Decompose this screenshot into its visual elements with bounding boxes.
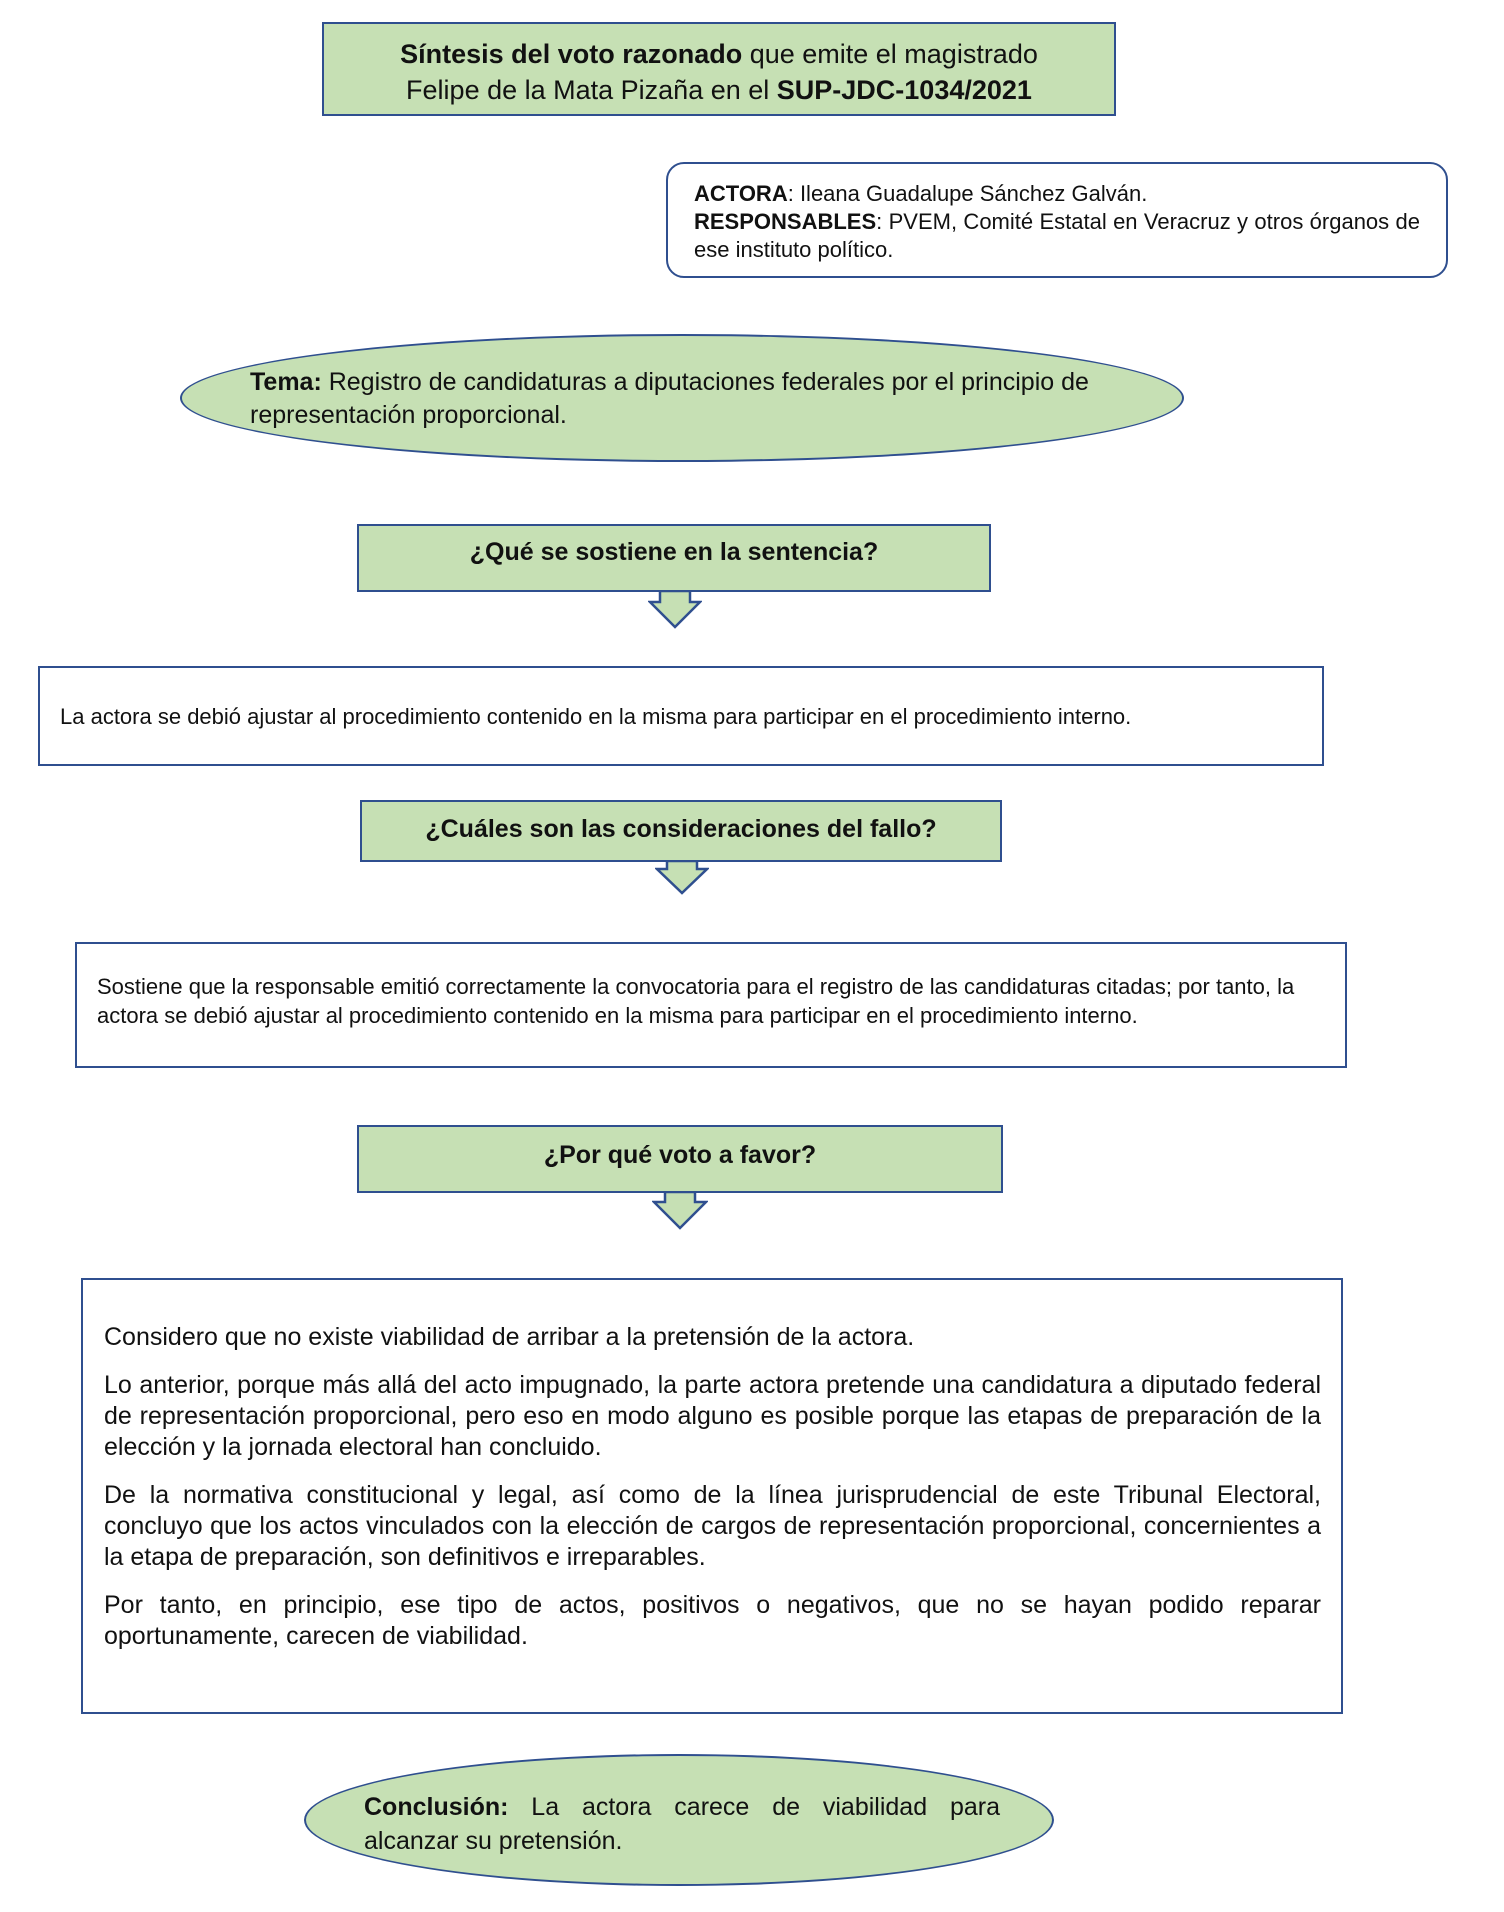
vote-paragraph: Lo anterior, porque más allá del acto impugnado, la parte actora pretende una candidatura a diputado federal de representación proporcional, pero eso en modo alguno es posible porque las etapas de preparación de la elección y la jornada electoral han concluido.: [104, 1371, 1321, 1461]
document-title: [322, 22, 1116, 116]
title-line-2: [324, 72, 1114, 108]
parties-box: [666, 162, 1448, 278]
responsables-label: RESPONSABLES: [694, 209, 877, 234]
conclusion-ellipse: [304, 1754, 1054, 1886]
topic-text: Registro de candidaturas a diputaciones federales por el principio de representación proporcional.: [250, 368, 1089, 429]
answer-sentence-text: La actora se debió ajustar al procedimiento contenido en la misma para participar en el procedimiento interno.: [60, 704, 1132, 729]
question-sentence-box: [357, 524, 991, 592]
case-number: SUP-JDC-1034/2021: [776, 75, 1032, 105]
question-vote-text: ¿Por qué voto a favor?: [543, 1141, 817, 1169]
vote-paragraph: De la normativa constitucional y legal, así como de la línea jurisprudencial de este Tribunal Electoral, concluyo que los actos vinculados con la elección de cargos de representación proporcional, concernientes a la etapa de preparación, son definitivos e irreparables.: [104, 1481, 1321, 1571]
question-vote-box: [357, 1125, 1003, 1193]
actora-line: [694, 180, 1420, 208]
answer-sentence-box: [38, 666, 1324, 766]
vote-paragraph: Considero que no existe viabilidad de arribar a la pretensión de la actora.: [104, 1323, 915, 1351]
question-considerations-box: [360, 800, 1002, 862]
title-bold-lead: Síntesis del voto razonado: [400, 39, 743, 69]
answer-vote-box: [81, 1278, 1343, 1714]
question-considerations-text: ¿Cuáles son las consideraciones del fallo?: [425, 815, 937, 843]
vote-paragraph: Por tanto, en principio, ese tipo de actos, positivos o negativos, que no se hayan podido reparar oportunamente, carecen de viabilidad.: [104, 1591, 1321, 1650]
down-arrow-icon: [655, 860, 709, 896]
down-arrow-icon: [652, 1191, 708, 1231]
responsables-line: [694, 208, 1420, 264]
title-line1-rest: que emite el magistrado: [742, 39, 1038, 69]
responsables-value: : PVEM, Comité Estatal en Veracruz y otros órganos de ese instituto político.: [694, 209, 1420, 262]
answer-considerations-text: Sostiene que la responsable emitió correctamente la convocatoria para el registro de las candidaturas citadas; por tanto, la actora se debió ajustar al procedimiento contenido en la misma para participar en el procedimiento interno.: [97, 974, 1295, 1028]
answer-considerations-box: [75, 942, 1347, 1068]
actora-value: : Ileana Guadalupe Sánchez Galván.: [787, 181, 1148, 206]
actora-label: ACTORA: [694, 181, 788, 206]
title-line2-text: Felipe de la Mata Pizaña en el: [406, 75, 777, 105]
down-arrow-icon: [648, 590, 702, 630]
conclusion-text: La actora carece de viabilidad para alcanzar su pretensión.: [364, 1793, 1000, 1855]
question-sentence-text: ¿Qué se sostiene en la sentencia?: [469, 538, 879, 566]
conclusion-label: Conclusión:: [364, 1793, 509, 1821]
title-line-1: [324, 36, 1114, 72]
topic-label: Tema:: [250, 368, 322, 396]
topic-ellipse: [180, 334, 1184, 462]
